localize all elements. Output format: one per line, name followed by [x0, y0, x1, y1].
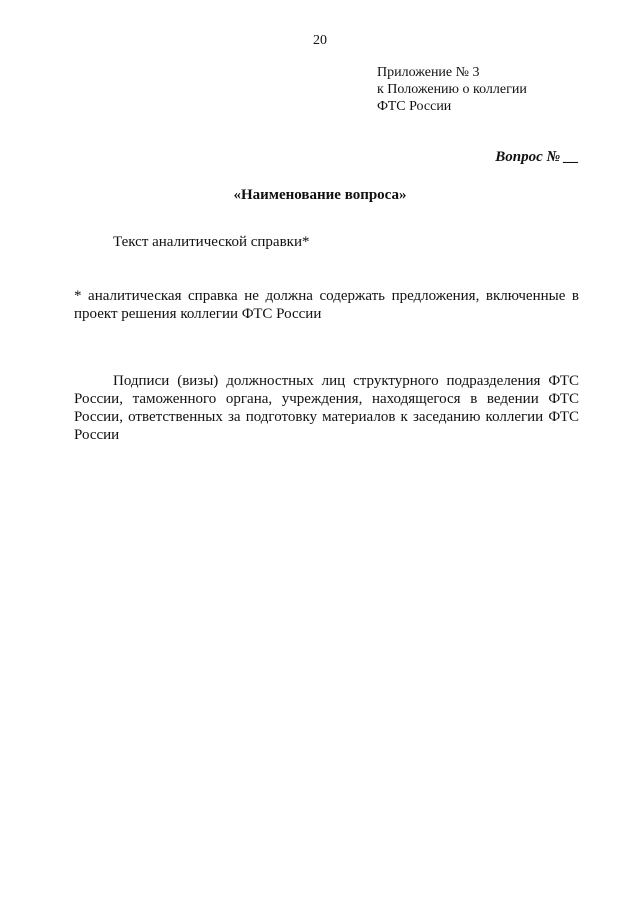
question-number: Вопрос № __ [495, 149, 579, 165]
signatures-paragraph: Подписи (визы) должностных лиц структурного подразделения ФТС России, таможенного органа, учреждения, находящегося в ведении ФТС России, ответственных за подготовку материалов к заседанию коллегии ФТС России [74, 373, 579, 443]
page-number: 20 [313, 33, 327, 48]
appendix-line-3: ФТС России [377, 99, 452, 114]
question-title: «Наименование вопроса» [233, 187, 407, 203]
appendix-line-1: Приложение № 3 [377, 65, 480, 80]
analytical-reference-text: Текст аналитической справки* [113, 234, 310, 250]
appendix-header [377, 64, 527, 115]
appendix-line-2: к Положению о коллегии [377, 82, 527, 97]
footnote: * аналитическая справка не должна содержать предложения, включенные в проект решения коллегии ФТС России [74, 288, 579, 322]
